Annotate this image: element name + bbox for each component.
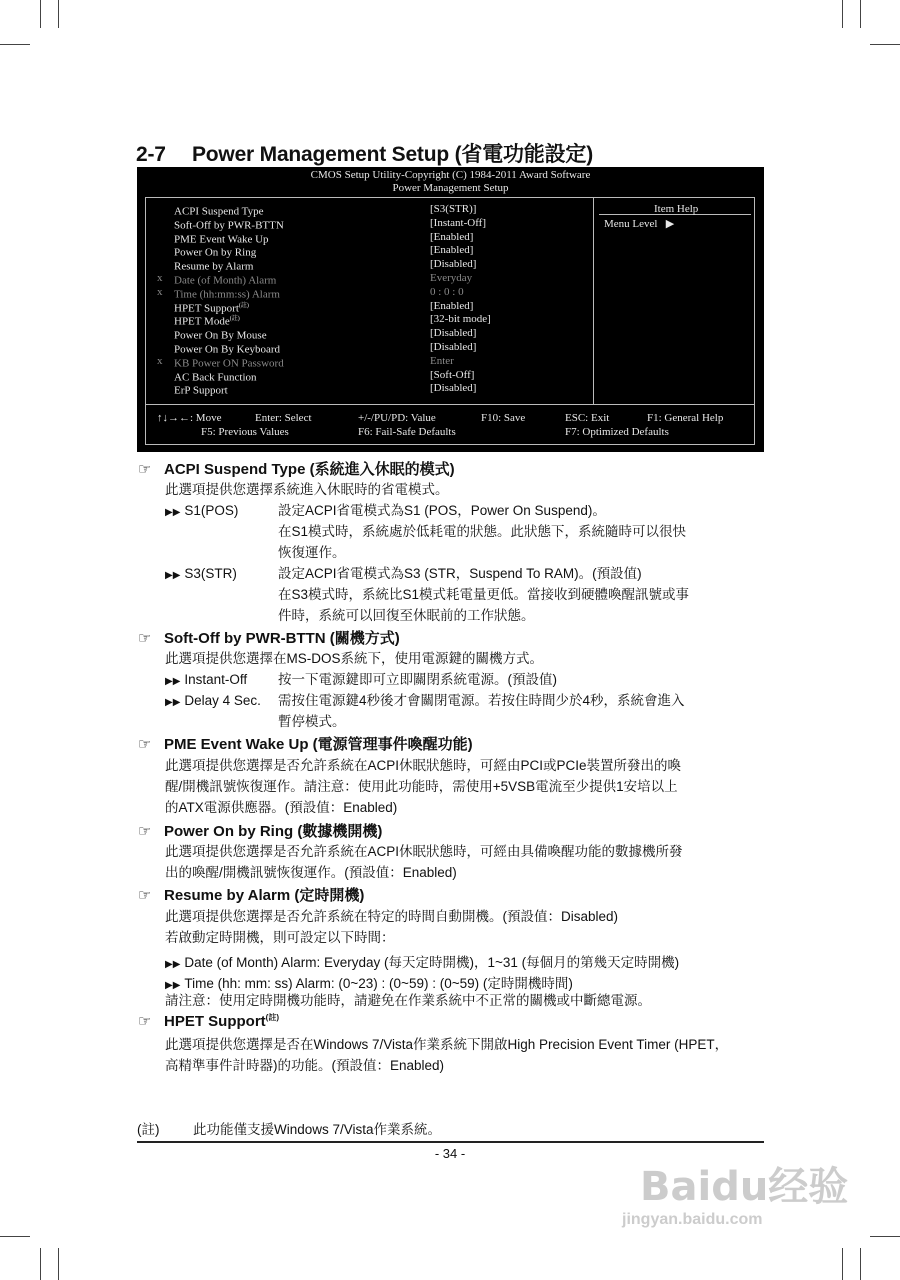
bios-item-row[interactable]	[137, 231, 587, 245]
disabled-mark: x	[157, 272, 163, 284]
watermark-url: jingyan.baidu.com	[622, 1211, 763, 1228]
crop-mark	[842, 0, 843, 28]
bios-item-label: HPET Mode$^{(註)}$	[174, 316, 240, 329]
watermark	[622, 1155, 849, 1228]
bios-item-label: AC Back Function	[174, 371, 257, 384]
acpi-option-s3: ▶▶ S3(STR)	[165, 566, 237, 581]
crop-mark	[870, 44, 900, 45]
acpi-s3-line3: 件時，系統可以回復至休眠前的工作狀態。	[278, 608, 535, 623]
hand-pointer-icon: ☞	[138, 461, 152, 478]
key-f7: F7: Optimized Defaults	[565, 426, 669, 438]
disabled-mark: x	[157, 285, 163, 298]
bios-item-label: KB Power ON Password	[174, 357, 284, 370]
acpi-s1-line3: 恢復運作。	[278, 545, 346, 560]
section-ring-heading: ☞ Power On by Ring (數據機開機)	[138, 823, 383, 840]
bios-item-value[interactable]: [Enabled]	[430, 299, 474, 312]
bios-item-value[interactable]: [32-bit mode]	[430, 313, 491, 326]
softoff-desc: 此選項提供您選擇在MS-DOS系統下，使用電源鍵的關機方式。	[165, 651, 543, 666]
hand-pointer-icon: ☞	[138, 630, 152, 647]
bios-item-value[interactable]: 0 : 0 : 0	[430, 285, 464, 298]
bios-item-row[interactable]	[137, 313, 587, 327]
key-value: +/-/PU/PD: Value	[358, 412, 436, 424]
bios-item-label: Power On By Mouse	[174, 329, 267, 342]
bios-item-value[interactable]: [Soft-Off]	[430, 368, 475, 381]
bios-item-value[interactable]: [Disabled]	[430, 258, 477, 271]
bios-item-value[interactable]: [Enabled]	[430, 230, 474, 243]
page-number: - 34 -	[434, 1146, 466, 1161]
bios-item-value[interactable]: [S3(STR)]	[430, 203, 477, 215]
bios-item-row[interactable]	[137, 341, 587, 355]
item-help-header: Item Help	[654, 203, 699, 215]
bios-item-value[interactable]: [Enabled]	[430, 244, 474, 257]
section-hpet-heading: ☞ HPET Support$^{(註)}$	[138, 1013, 279, 1030]
bios-item-label: PME Event Wake Up	[174, 233, 269, 246]
bios-item-label: Power On By Keyboard	[174, 343, 281, 356]
acpi-s3-line2: 在S3模式時，系統比S1模式耗電量更低。當接收到硬體喚醒訊號或事	[278, 587, 690, 602]
hand-pointer-icon: ☞	[138, 1013, 152, 1030]
key-f6: F6: Fail-Safe Defaults	[358, 426, 456, 438]
acpi-s3-line1: 設定ACPI省電模式為S3 (STR，Suspend To RAM)。(預設值)	[278, 566, 642, 581]
bios-item-row[interactable]	[137, 286, 587, 300]
bios-item-value[interactable]: [Instant-Off]	[430, 216, 486, 229]
crop-mark	[0, 44, 30, 45]
bios-item-row[interactable]	[137, 327, 587, 341]
disabled-mark: x	[157, 354, 163, 367]
bios-item-row[interactable]	[137, 217, 587, 231]
section-title: Power Management Setup (省電功能設定)	[192, 143, 594, 166]
bios-screen	[137, 167, 764, 452]
hand-pointer-icon: ☞	[138, 887, 152, 904]
double-arrow-icon: ▶▶	[165, 980, 181, 991]
hand-pointer-icon: ☞	[138, 736, 152, 753]
crop-mark	[870, 1236, 900, 1237]
bios-item-value[interactable]: [Disabled]	[430, 327, 477, 340]
double-arrow-icon: ▶▶	[165, 959, 181, 970]
bios-item-value[interactable]: Everyday	[430, 272, 473, 284]
section-number: 2-7	[136, 143, 166, 166]
crop-mark	[0, 1236, 30, 1237]
double-arrow-icon: ▶▶	[165, 676, 181, 687]
bios-key-frame	[145, 405, 755, 445]
bios-copyright: CMOS Setup Utility-Copyright (C) 1984-2011 Award Software	[310, 169, 591, 181]
bios-item-row[interactable]	[137, 272, 587, 286]
crop-mark	[860, 1248, 861, 1280]
bios-item-value[interactable]: [Disabled]	[430, 341, 477, 353]
footer-rule	[137, 1141, 764, 1143]
watermark-brand: Baidu经验	[640, 1164, 849, 1210]
double-arrow-icon: ▶▶	[165, 697, 181, 708]
acpi-s1-line1: 設定ACPI省電模式為S1 (POS，Power On Suspend)。	[278, 503, 606, 518]
bios-item-row[interactable]	[137, 300, 587, 314]
alarm-line3: 請注意：使用定時開機功能時，請避免在作業系統中不正常的關機或中斷總電源。	[165, 993, 651, 1008]
key-move: ↑↓→←: Move	[157, 412, 222, 424]
bios-item-label: Resume by Alarm	[174, 260, 254, 273]
crop-mark	[40, 0, 41, 28]
ring-line2: 出的喚醒/開機訊號恢復運作。(預設值：Enabled)	[165, 865, 457, 880]
pme-line1: 此選項提供您選擇是否允許系統在ACPI休眠狀態時，可經由PCI或PCIe裝置所發出的喚	[165, 758, 682, 773]
bios-item-row[interactable]	[137, 355, 587, 369]
footnote	[137, 1118, 441, 1138]
section-alarm-heading: ☞ Resume by Alarm (定時開機)	[138, 887, 365, 904]
softoff-instant-line1: 按一下電源鍵即可立即關閉系統電源。(預設值)	[278, 672, 557, 687]
key-f1: F1: General Help	[647, 412, 724, 424]
bios-item-label: ErP Support	[174, 385, 228, 398]
bios-item-label: Date (of Month) Alarm	[174, 274, 277, 287]
bios-item-row[interactable]	[137, 382, 587, 396]
hpet-line2: 高精準事件計時器)的功能。(預設值：Enabled)	[165, 1058, 445, 1073]
page-title	[136, 138, 593, 168]
crop-mark	[860, 0, 861, 28]
key-f10: F10: Save	[481, 412, 526, 424]
bios-item-row[interactable]	[137, 244, 587, 258]
bios-item-label: Power On by Ring	[174, 247, 257, 260]
acpi-s1-line2: 在S1模式時，系統處於低耗電的狀態。此狀態下，系統隨時可以很快	[278, 524, 687, 539]
section-pme-heading: ☞ PME Event Wake Up (電源管理事件喚醒功能)	[138, 736, 473, 753]
crop-mark	[842, 1248, 843, 1280]
softoff-delay-line1: 需按住電源鍵4秒後才會關閉電源。若按住時間少於4秒，系統會進入	[278, 693, 685, 708]
bios-item-row[interactable]	[137, 369, 587, 383]
softoff-option-delay: ▶▶ Delay 4 Sec.	[165, 693, 261, 708]
bios-item-row[interactable]	[137, 258, 587, 272]
softoff-option-instant: ▶▶ Instant-Off	[165, 672, 248, 687]
double-arrow-icon: ▶▶	[165, 507, 181, 518]
acpi-option-s1: ▶▶ S1(POS)	[165, 503, 239, 518]
alarm-line1: 此選項提供您選擇是否允許系統在特定的時間自動開機。(預設值：Disabled)	[165, 909, 619, 924]
key-f5: F5: Previous Values	[201, 426, 289, 438]
bios-item-label: HPET Support$^{(註)}$	[174, 302, 249, 315]
pme-line3: 的ATX電源供應器。(預設值：Enabled)	[165, 800, 398, 815]
alarm-line2: 若啟動定時開機，則可設定以下時間：	[165, 930, 395, 945]
bios-item-label: ACPI Suspend Type	[174, 205, 264, 218]
crop-mark	[40, 1248, 41, 1280]
bios-menu-title: Power Management Setup	[392, 182, 509, 194]
menu-level: Menu Level ▶	[604, 218, 675, 230]
bios-item-label: Time (hh:mm:ss) Alarm	[174, 288, 280, 301]
crop-mark	[58, 0, 59, 28]
alarm-date-option: ▶▶ Date (of Month) Alarm: Everyday (每天定時開機)，1~31 (每個月的第幾天定時開機)	[165, 955, 680, 970]
acpi-desc: 此選項提供您選擇系統進入休眠時的省電模式。	[165, 482, 449, 497]
section-softoff-heading: ☞ Soft-Off by PWR-BTTN (關機方式)	[138, 630, 400, 647]
key-enter: Enter: Select	[255, 412, 312, 424]
alarm-time-option: ▶▶ Time (hh: mm: ss) Alarm: (0~23) : (0~59) : (0~59) (定時開機時間)	[165, 976, 573, 991]
pme-line2: 醒/開機訊號恢復運作。請注意：使用此功能時，需使用+5VSB電流至少提供1安培以上	[165, 779, 678, 794]
menu-level-arrow-icon: ▶	[665, 218, 675, 230]
crop-mark	[58, 1248, 59, 1280]
key-esc: ESC: Exit	[565, 412, 610, 424]
bios-item-value[interactable]: [Disabled]	[430, 382, 477, 395]
softoff-delay-line2: 暫停模式。	[278, 714, 346, 729]
ring-line1: 此選項提供您選擇是否允許系統在ACPI休眠狀態時，可經由具備喚醒功能的數據機所發	[165, 844, 683, 859]
bios-item-label: Soft-Off by PWR-BTTN	[174, 219, 284, 232]
bios-item-row[interactable]	[137, 203, 587, 217]
hand-pointer-icon: ☞	[138, 823, 152, 840]
hpet-line1: 此選項提供您選擇是否在Windows 7/Vista作業系統下開啟High Precision Event Timer (HPET，	[165, 1037, 729, 1052]
bios-divider	[593, 197, 594, 405]
section-acpi-heading: ☞ ACPI Suspend Type (系統進入休眠的模式)	[138, 461, 455, 478]
footnote-text: 此功能僅支援Windows 7/Vista作業系統。	[193, 1122, 442, 1137]
bios-item-value[interactable]: Enter	[430, 354, 454, 367]
footnote-mark: (註)	[137, 1122, 160, 1137]
double-arrow-icon: ▶▶	[165, 570, 181, 581]
